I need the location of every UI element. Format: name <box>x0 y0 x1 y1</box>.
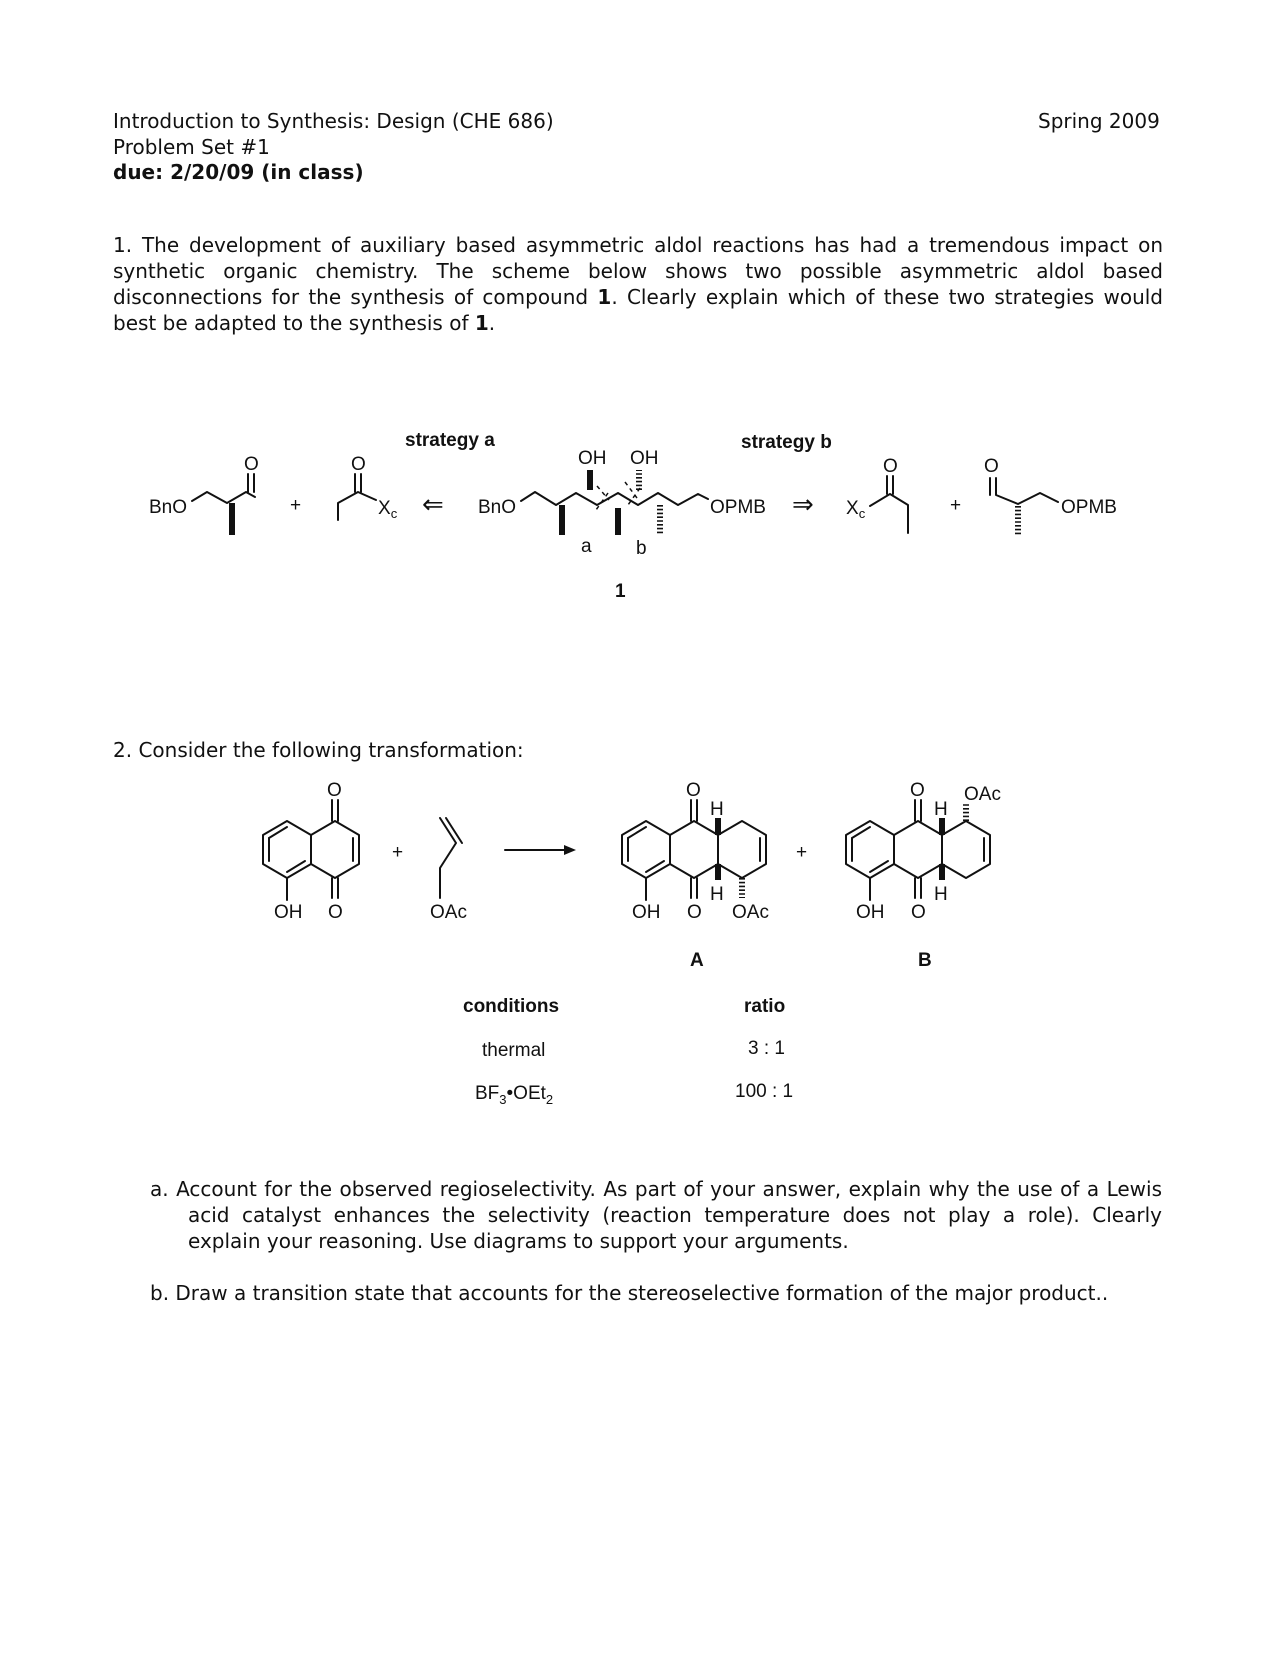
svg-text:O: O <box>351 454 366 475</box>
svg-text:O: O <box>984 456 999 477</box>
svg-text:OH: OH <box>632 902 661 923</box>
aldehyde-fragment-b <box>984 456 1117 535</box>
ratio-header: ratio <box>744 996 786 1017</box>
svg-text:O: O <box>911 902 926 923</box>
svg-text:O: O <box>328 902 343 923</box>
conditions-table <box>463 996 793 1107</box>
aldehyde-fragment-a <box>149 454 259 535</box>
svg-text:OPMB: OPMB <box>1061 497 1117 518</box>
svg-text:OH: OH <box>856 902 885 923</box>
svg-text:H: H <box>710 884 724 905</box>
svg-text:OAc: OAc <box>732 902 769 923</box>
question-1-text: 1. The development of auxiliary based asymmetric aldol reactions has had a tremendous impact on synthetic organic chemistry. The scheme below shows two possible asymmetric aldol based disconnections for the synthesis of compound 1. Clearly explain which of these two strategies would best be adapted to the synthesis of 1. <box>113 233 1164 335</box>
term-label: Spring 2009 <box>1038 109 1160 133</box>
product-a-label: A <box>690 950 704 971</box>
bno-label: BnO <box>149 497 188 518</box>
bond-a-label: a <box>581 536 592 557</box>
svg-text:BnO: BnO <box>478 497 517 518</box>
product-b <box>846 780 1001 971</box>
plus-sign: + <box>290 495 302 516</box>
diels-alder-scheme <box>263 780 1001 971</box>
svg-text:O: O <box>327 780 342 801</box>
svg-text:O: O <box>910 780 925 801</box>
svg-text:O: O <box>883 456 898 477</box>
compound-number: 1 <box>615 581 626 602</box>
ratio-bf3: 100 : 1 <box>735 1081 794 1102</box>
product-a <box>622 780 769 971</box>
aldol-scheme <box>149 430 1117 602</box>
question-2-part-b: b. Draw a transition state that accounts for the stereoselective formation of the major product.. <box>150 1281 1109 1305</box>
svg-text:Xc: $X_c$ <box>846 498 866 521</box>
acyl-auxiliary-fragment-a <box>338 454 398 521</box>
hydroxy-naphthoquinone <box>263 780 359 923</box>
svg-text:O: O <box>686 780 701 801</box>
acetoxy-diene <box>430 818 467 923</box>
svg-text:+: + <box>392 842 404 863</box>
strategy-b-label: strategy b <box>741 432 832 453</box>
svg-text:OH: OH <box>274 902 303 923</box>
svg-text:+: + <box>950 495 962 516</box>
carbonyl-o: O <box>244 454 259 475</box>
svg-text:OAc: OAc <box>964 784 1001 805</box>
svg-text:H: H <box>934 799 948 820</box>
svg-text:H: H <box>710 799 724 820</box>
retro-arrow-left: ⇐ <box>422 489 444 519</box>
question-2-intro: 2. Consider the following transformation: <box>113 738 524 762</box>
svg-text:O: O <box>687 902 702 923</box>
xc-label: $X_c$ <box>378 498 398 521</box>
due-date: due: 2/20/09 (in class) <box>113 160 364 184</box>
bond-b-label: b <box>636 538 647 559</box>
hydroxyl-2: OH <box>630 448 659 469</box>
svg-text:+: + <box>796 842 808 863</box>
hydroxyl-1: OH <box>578 448 607 469</box>
strategy-a-label: strategy a <box>405 430 495 451</box>
svg-text:OAc: OAc <box>430 902 467 923</box>
product-b-label: B <box>918 950 932 971</box>
reaction-arrow <box>505 845 576 855</box>
problem-set-label: Problem Set #1 <box>113 135 270 159</box>
svg-text:H: H <box>934 884 948 905</box>
condition-bf3: $BF_3•OEt_2$ <box>475 1083 554 1107</box>
ratio-thermal: 3 : 1 <box>748 1038 785 1059</box>
retro-arrow-right: ⇒ <box>792 489 814 519</box>
condition-thermal: thermal <box>482 1040 546 1061</box>
question-2-part-a: a. Account for the observed regioselectivity. As part of your answer, explain why the use of a Lewis acid catalyst enhances the selectivity (reaction temperature does not play a role). Clearly explain your reasoning. Use diagrams to support your arguments. <box>150 1177 1162 1253</box>
svg-text:OPMB: OPMB <box>710 497 766 518</box>
target-compound-1 <box>478 448 766 602</box>
conditions-header: conditions <box>463 996 560 1017</box>
acyl-auxiliary-fragment-b <box>846 456 908 533</box>
course-title: Introduction to Synthesis: Design (CHE 686) <box>113 109 554 133</box>
